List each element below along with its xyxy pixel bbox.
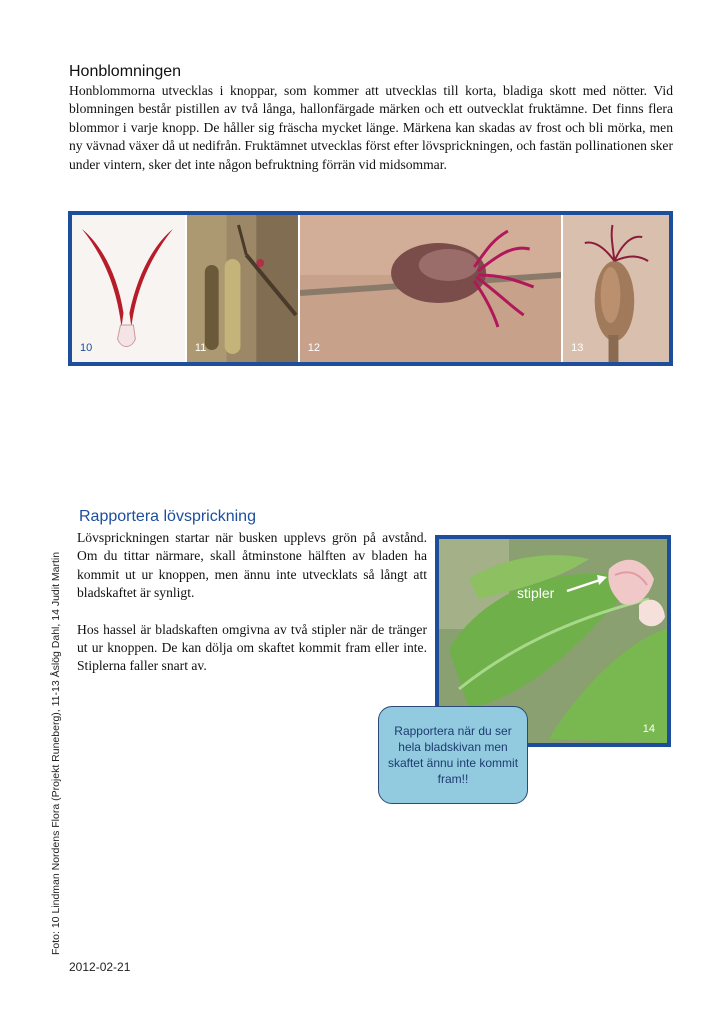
callout-text: Rapportera när du ser hela bladskivan men skaftet ännu inte kommit fram!!	[387, 724, 519, 786]
pistil-drawing-icon	[72, 215, 185, 362]
photo-number: 11	[194, 342, 207, 354]
photo-number: 13	[571, 342, 584, 354]
photo-strip	[68, 211, 673, 366]
document-date: 2012-02-21	[69, 960, 131, 974]
photo-10	[72, 215, 185, 362]
photo-number: 10	[80, 342, 93, 354]
male-catkins-icon	[187, 215, 298, 362]
photo-12	[298, 215, 561, 362]
callout-box	[378, 706, 528, 804]
bud-with-stigmas-icon	[563, 215, 669, 362]
section-paragraph-honblomningen: Honblommorna utvecklas i knoppar, som kommer att utvecklas till korta, bladiga skott med nötter. Vid blomningen består pistillen av två långa, hallonfärgade märken och ett outvecklat fruktämne. Det finns flera blommor i varje knopp. De håller sig fräscha mycket länge. Märkena kan skadas av frost och bli mörka, men ny vävnad växer då ut nedifrån. Fruktämnet utvecklas först efter lövsprickningen, och fastän pollinationen sker under vintern, sker det inte någon befruktning förrän vid midsommar.	[69, 83, 673, 172]
female-flower-bud-icon	[300, 215, 561, 362]
photo-number: 12	[307, 342, 320, 354]
stipler-label: stipler	[517, 585, 555, 601]
paragraph: Lövsprickningen startar när busken upplevs grön på avstånd. Om du tittar närmare, skall åtminstone hälften av bladen ha kommit ut ur knoppen, men ännu inte utvecklats så långt att bladskaftet är synligt.	[77, 530, 427, 601]
section-heading-honblomningen: Honblomningen	[69, 63, 182, 80]
photo-11	[185, 215, 298, 362]
section-body-lovsprickning	[77, 529, 427, 694]
photo-13	[561, 215, 669, 362]
paragraph: Hos hassel är bladskaften omgivna av två stipler när de tränger ut ur knoppen. De kan dölja om skaftet kommit fram eller inte. Stiplerna faller snart av.	[77, 621, 427, 674]
photo-number: 14	[642, 723, 655, 735]
section-heading-lovsprickning: Rapportera lövsprickning	[79, 508, 256, 525]
photo-credit: Foto: 10 Lindman Nordens Flora (Projekt Runeberg), 11-13 Åslög Dahl, 14 Judit Martin	[50, 551, 62, 955]
